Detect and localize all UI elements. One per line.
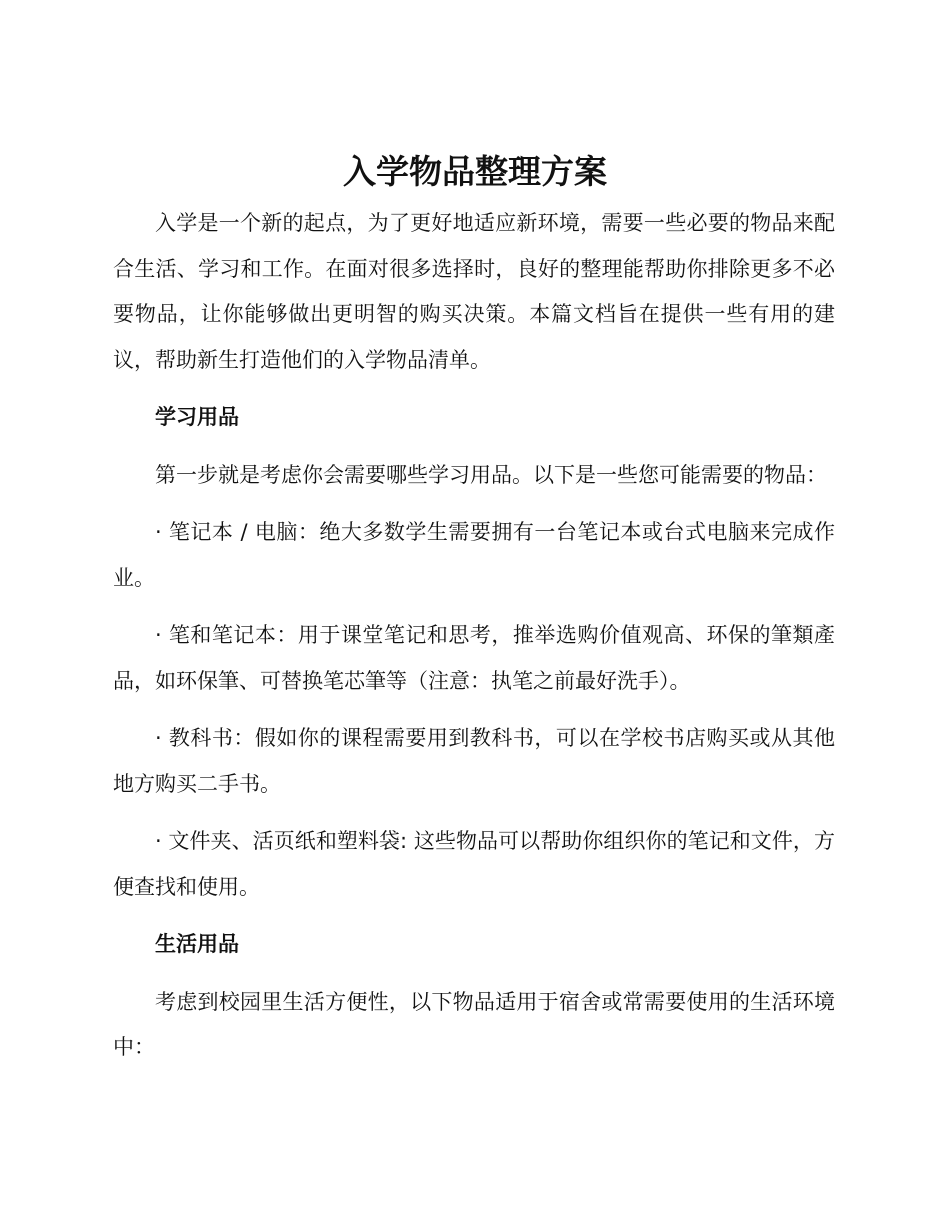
document-title: 入学物品整理方案 — [343, 152, 607, 191]
section-lead-living: 考虑到校园里生活方便性，以下物品适用于宿舍或常需要使用的生活环境中： — [113, 989, 835, 1059]
list-item: · 笔记本 / 电脑：绝大多数学生需要拥有一台笔记本或台式电脑来完成作业。 — [113, 520, 835, 590]
list-item: · 教科书：假如你的课程需要用到教科书，可以在学校书店购买或从其他地方购买二手书。 — [113, 726, 835, 796]
section-heading-living: 生活用品 — [155, 932, 239, 956]
document-body — [113, 201, 835, 1071]
section-lead-study: 第一步就是考虑你会需要哪些学习用品。以下是一些您可能需要的物品： — [155, 462, 827, 487]
list-item: · 笔和笔记本：用于课堂笔记和思考，推举选购价值观高、环保的筆類產品，如环保筆、可替换笔芯筆等（注意：执笔之前最好洗手）。 — [113, 623, 835, 693]
list-item: · 文件夹、活页纸和塑料袋: 这些物品可以帮助你组织你的笔记和文件，方便查找和使用。 — [113, 829, 835, 899]
section-heading-study: 学习用品 — [155, 405, 239, 429]
intro-paragraph: 入学是一个新的起点，为了更好地适应新环境，需要一些必要的物品来配合生活、学习和工作。在面对很多选择时，良好的整理能帮助你排除更多不必要物品，让你能够做出更明智的购买决策。本篇文档旨在提供一些有用的建议，帮助新生打造他们的入学物品清单。 — [113, 211, 835, 372]
